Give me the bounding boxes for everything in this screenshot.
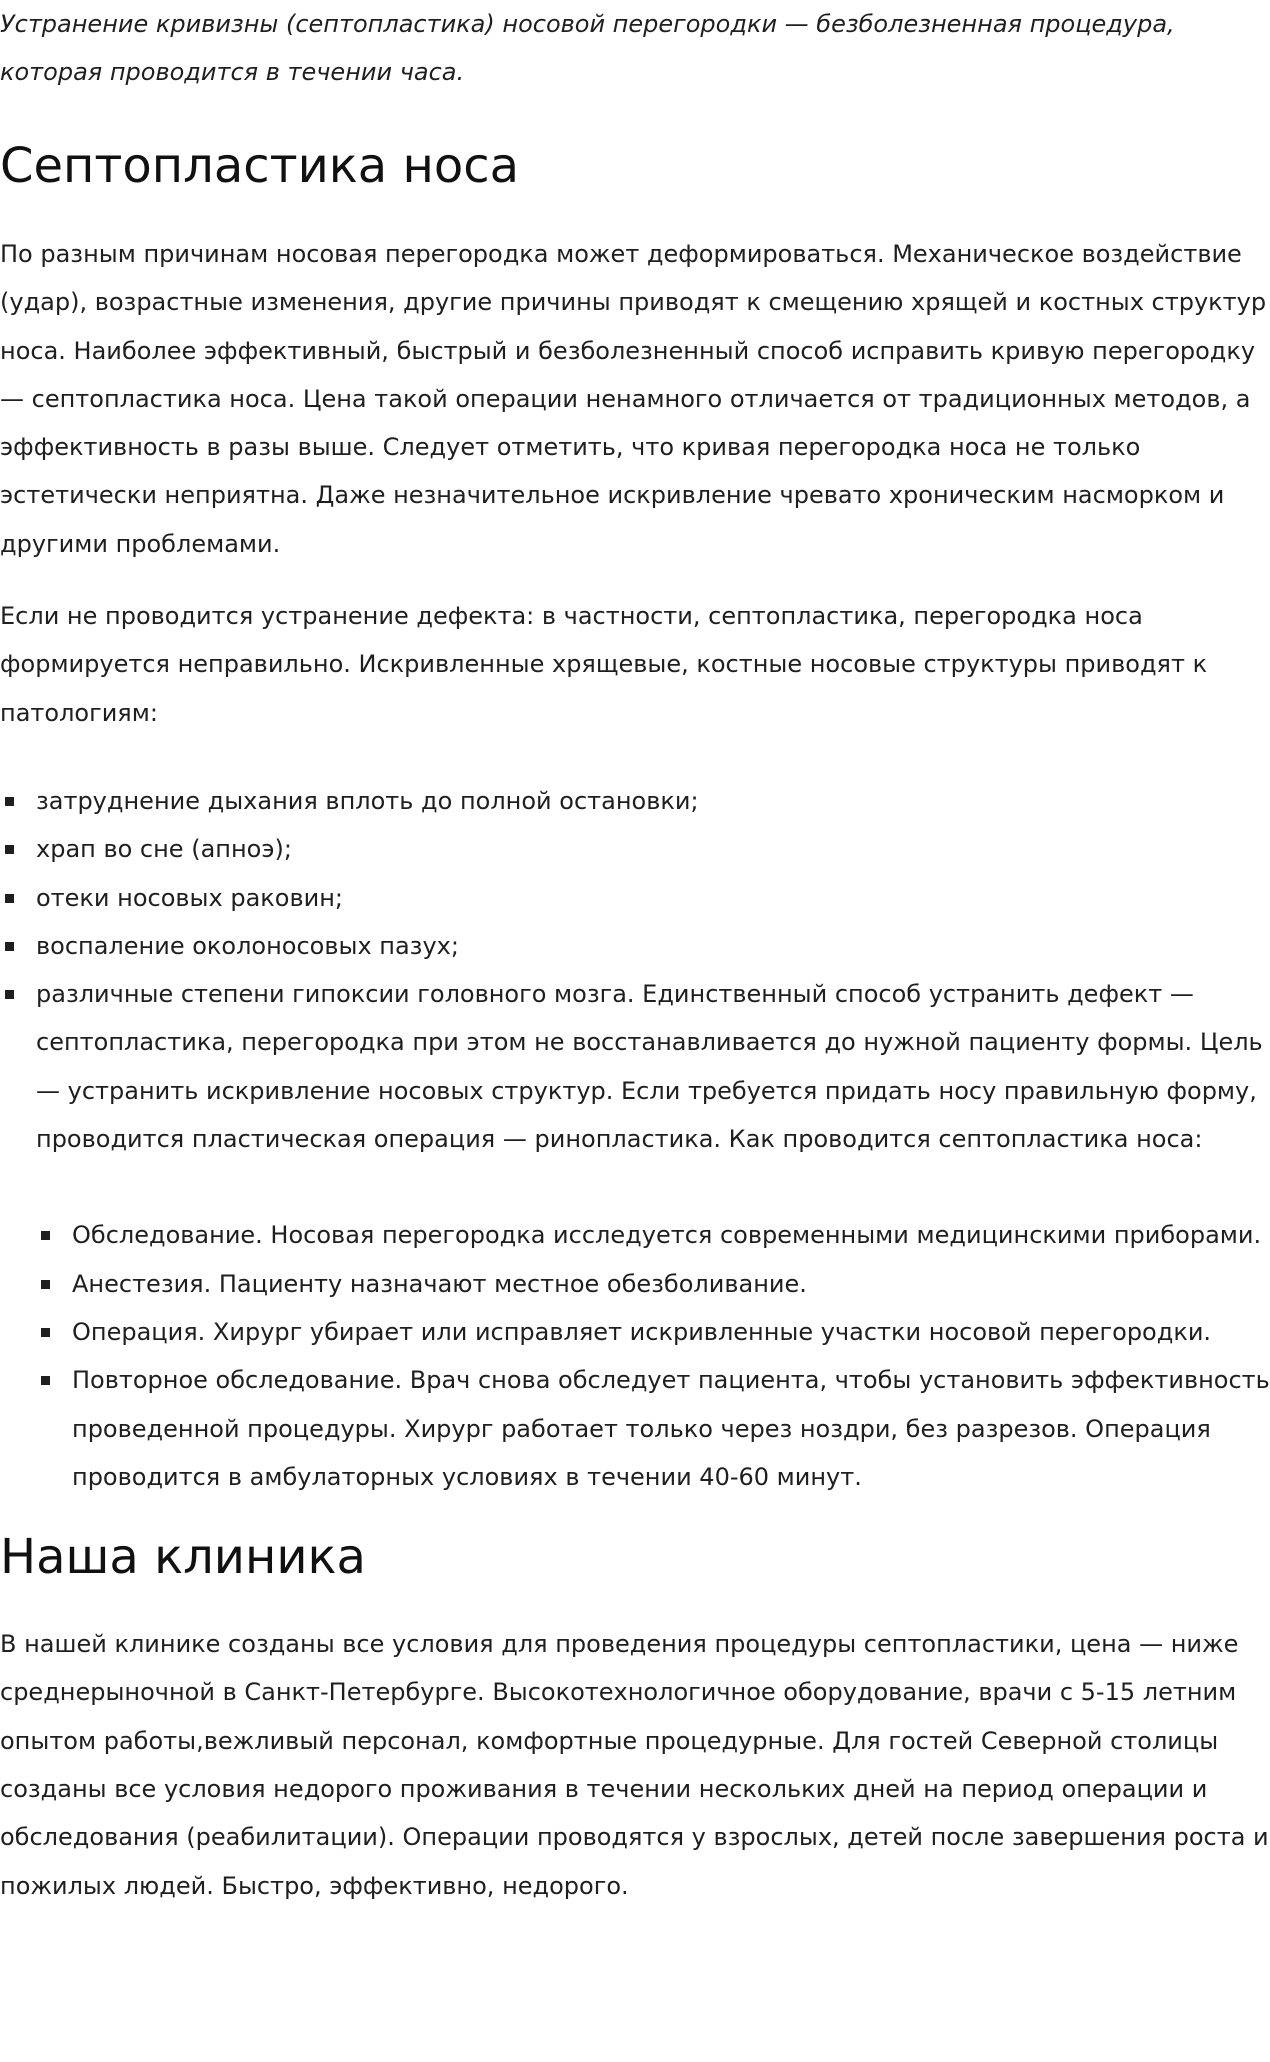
list-item: воспаление околоносовых пазух;: [0, 922, 1270, 970]
intro-text: Устранение кривизны (септопластика) носовой перегородки — безболезненная процедура, которая проводится в течении часа.: [0, 10, 1175, 86]
pathologies-list: [0, 777, 1270, 1163]
paragraph-pathologies-intro: Если не проводится устранение дефекта: в частности, септопластика, перегородка носа формируется неправильно. Искривленные хрящевые, костные носовые структуры приводят к патологиям:: [0, 602, 1208, 727]
section-heading-septoplasty: Септопластика носа: [0, 138, 519, 194]
section-heading-clinic: Наша клиника: [0, 1529, 366, 1586]
list-item: Обследование. Носовая перегородка исследуется современными медицинскими приборами.: [0, 1211, 1270, 1259]
list-item: Операция. Хирург убирает или исправляет искривленные участки носовой перегородки.: [0, 1308, 1270, 1356]
paragraph-deformation: По разным причинам носовая перегородка может деформироваться. Механическое воздействие (удар), возрастные изменения, другие причины приводят к смещению хрящей и костных структур носа. Наиболее эффективный, быстрый и безболезненный способ исправить кривую перегородку — септопластика носа. Цена такой операции ненамного отличается от традиционных методов, а эффективность в разы выше. Следует отметить, что кривая перегородка носа не только эстетически неприятна. Даже незначительное искривление чревато хроническим насморком и другими проблемами.: [0, 240, 1267, 558]
procedure-steps-list: [0, 1211, 1270, 1501]
list-item: Анестезия. Пациенту назначают местное обезболивание.: [0, 1260, 1270, 1308]
paragraph-clinic: В нашей клинике созданы все условия для проведения процедуры септопластики, цена — ниже среднерыночной в Санкт-Петербурге. Высокотехнологичное оборудование, врачи с 5-15 летним опытом работы,вежливый персонал, комфортные процедурные. Для гостей Северной столицы созданы все условия недорого проживания в течении нескольких дней на период операции и обследования (реабилитации). Операции проводятся у взрослых, детей после завершения роста и пожилых людей. Быстро, эффективно, недорого.: [0, 1630, 1269, 1900]
list-item: затруднение дыхания вплоть до полной остановки;: [0, 777, 1270, 825]
list-item: отеки носовых раковин;: [0, 874, 1270, 922]
list-item: Повторное обследование. Врач снова обследует пациента, чтобы установить эффективность проведенной процедуры. Хирург работает только через ноздри, без разрезов. Операция проводится в амбулаторных условиях в течении 40-60 минут.: [0, 1356, 1270, 1501]
list-item: храп во сне (апноэ);: [0, 825, 1270, 873]
list-item: различные степени гипоксии головного мозга. Единственный способ устранить дефект — септопластика, перегородка при этом не восстанавливается до нужной пациенту формы. Цель — устранить искривление носовых структур. Если требуется придать носу правильную форму, проводится пластическая операция — ринопластика. Как проводится септопластика носа:: [0, 970, 1270, 1163]
